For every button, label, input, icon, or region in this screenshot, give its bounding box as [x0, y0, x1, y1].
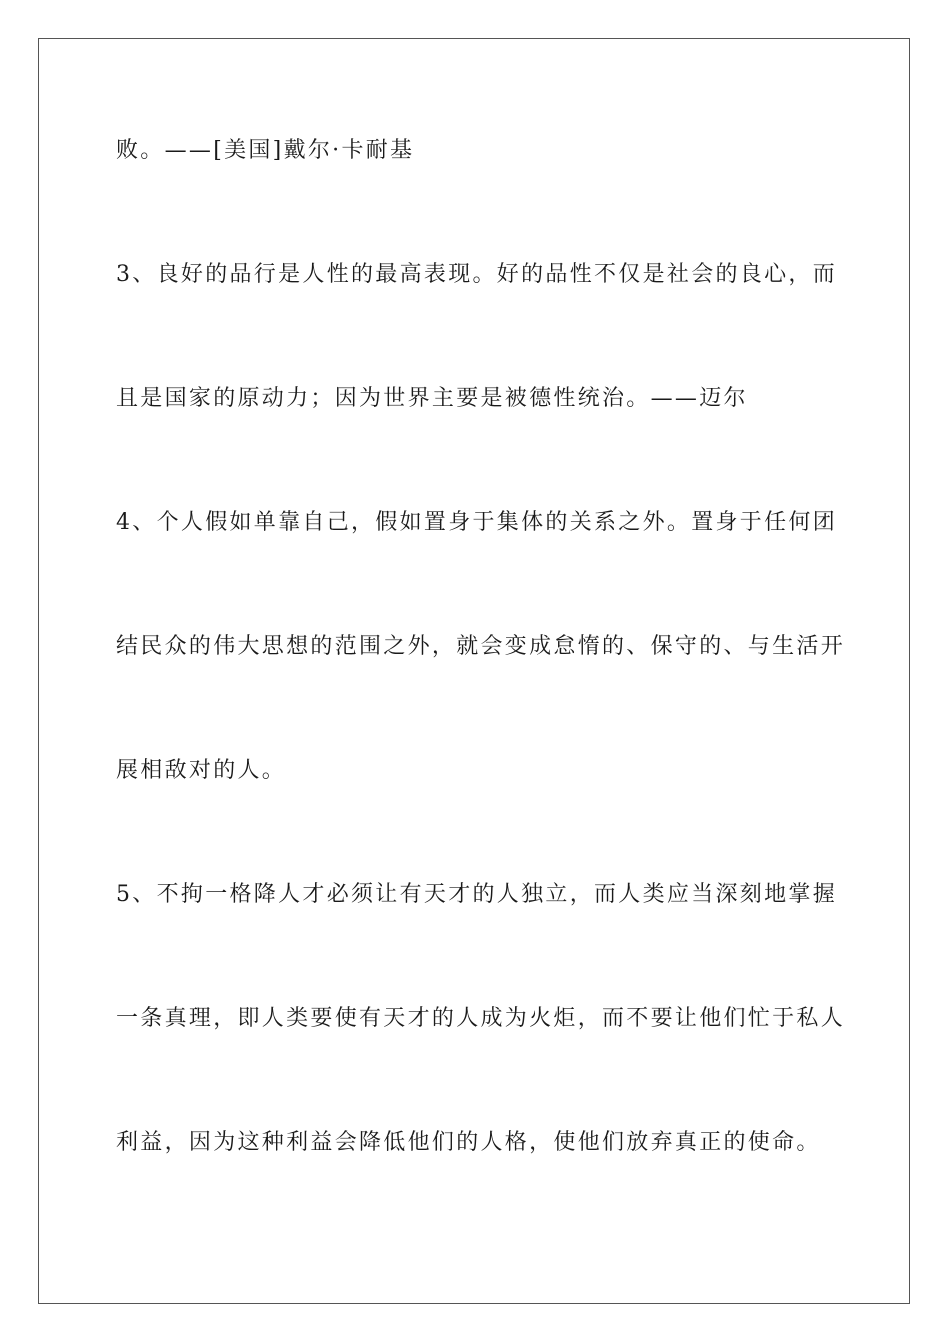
- text-line: 结民众的伟大思想的范围之外，就会变成怠惰的、保守的、与生活开: [116, 634, 846, 659]
- text-line: 一条真理，即人类要使有天才的人成为火炬，而不要让他们忙于私人: [116, 1006, 846, 1031]
- text-line: 败。——[美国]戴尔·卡耐基: [116, 138, 415, 163]
- page-border: [38, 38, 910, 1304]
- text-line: 3、良好的品行是人性的最高表现。好的品性不仅是社会的良心，而: [116, 262, 837, 287]
- text-line: 5、不拘一格降人才必须让有天才的人独立，而人类应当深刻地掌握: [116, 882, 837, 907]
- text-line: 且是国家的原动力；因为世界主要是被德性统治。——迈尔: [116, 386, 748, 411]
- text-line: 4、个人假如单靠自己，假如置身于集体的关系之外。置身于任何团: [116, 510, 837, 535]
- text-line: 利益，因为这种利益会降低他们的人格，使他们放弃真正的使命。: [116, 1130, 821, 1155]
- text-line: 展相敌对的人。: [116, 758, 287, 783]
